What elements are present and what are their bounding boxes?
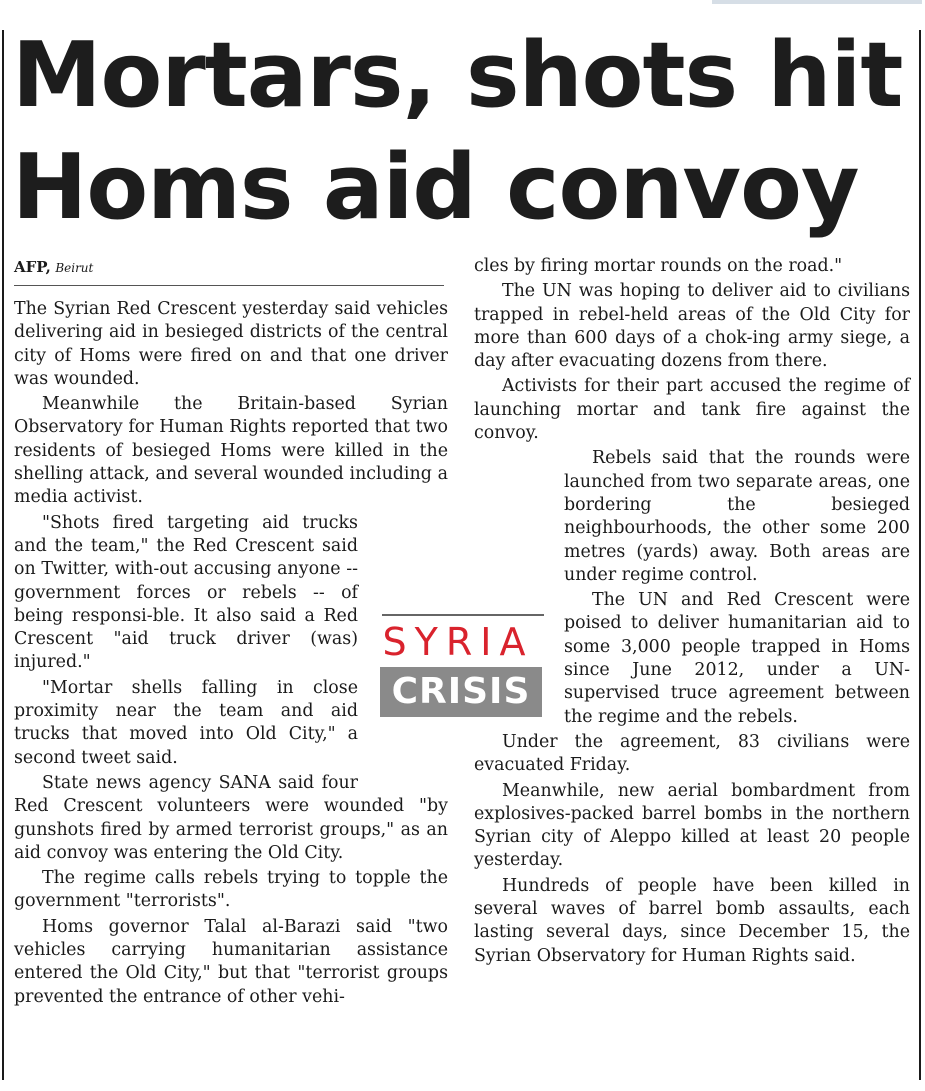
paragraph: The Syrian Red Crescent yesterday said vehicles delivering aid in besieged districts of the central city of Homs were fired on and that one driver was wounded.	[14, 299, 448, 389]
logo-crisis-box: CRISIS	[380, 667, 542, 717]
paragraph: cles by firing mortar rounds on the road."	[474, 256, 843, 276]
paragraph: Activists for their part accused the regime of launching mortar and tank fire against the convoy.	[474, 376, 910, 444]
paragraph: "Mortar shells falling in close proximity near the team and aid trucks that moved into Old City," a second tweet said.	[14, 677, 358, 768]
paragraph: Meanwhile, new aerial bombardment from explosives-packed barrel bombs in the northern Syrian city of Aleppo killed at least 20 people yesterday.	[474, 780, 910, 871]
frame-left-rule	[2, 30, 4, 1080]
byline	[14, 258, 93, 276]
paragraph: Under the agreement, 83 civilians were evacuated Friday.	[474, 731, 910, 776]
paragraph: Hundreds of people have been killed in several waves of barrel bomb assaults, each lasting several days, since December 15, the Syrian Observatory for Human Rights said.	[474, 875, 910, 966]
paragraph: The UN and Red Crescent were poised to deliver humanitarian aid to some 3,000 people trapped in Homs since June 2012, under a UN-supervised truce agreement between the regime and the rebels.	[564, 590, 910, 727]
paragraph: Meanwhile the Britain-based Syrian Observatory for Human Rights reported that two residents of besieged Homs were killed in the shelling attack, and several wounded including a media activist.	[14, 394, 448, 508]
paragraph: The regime calls rebels trying to topple the government "terrorists".	[14, 868, 448, 912]
byline-divider	[14, 285, 444, 286]
article-column-2	[474, 255, 910, 970]
paragraph: State news agency SANA said four Red Crescent volunteers were wounded "by gunshots fired by armed terrorist groups," as an aid convoy was entering the Old City.	[14, 772, 448, 863]
logo-syria-text: SYRIA	[382, 620, 534, 664]
paragraph: Rebels said that the rounds were launched from two separate areas, one bordering the besieged neighbourhoods, the other some 200 metres (yards) away. Both areas are under regime control.	[564, 448, 910, 585]
frame-right-rule	[919, 30, 921, 1080]
paragraph: Homs governor Talal al-Barazi said "two vehicles carrying humanitarian assistance entered the Old City," but that "terrorist groups prevented the entrance of other vehi-	[14, 916, 448, 1007]
byline-agency: AFP,	[14, 258, 51, 276]
logo-rule	[382, 614, 544, 616]
paragraph: The UN was hoping to deliver aid to civilians trapped in rebel-held areas of the Old City for more than 600 days of a chok-ing army siege, a day after evacuating dozens from there.	[474, 281, 910, 372]
byline-place: Beirut	[55, 261, 94, 275]
paragraph: "Shots fired targeting aid trucks and the team," the Red Crescent said on Twitter, with-out accusing anyone -- government forces or rebels -- of being responsi-ble. It also said a Red Crescent "aid truck driver (was) injured."	[14, 512, 358, 673]
frame-top-strip	[712, 0, 922, 4]
syria-crisis-logo	[372, 614, 544, 722]
headline: Mortars, shots hit Homs aid convoy	[12, 23, 903, 240]
